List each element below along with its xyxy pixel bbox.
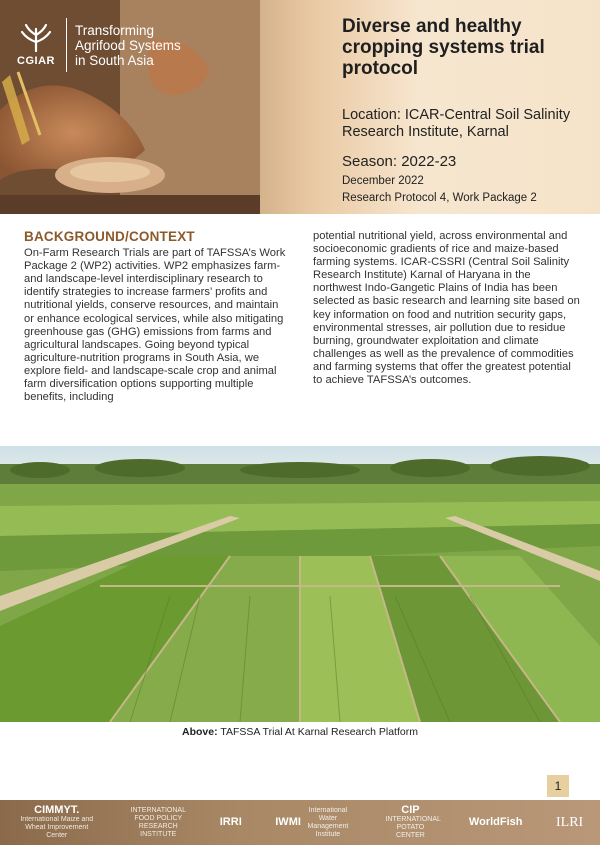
text-column-left [24,230,291,404]
ilri-logo: ILRI [556,815,584,830]
cip-logo [385,804,441,840]
document-title: Diverse and healthy cropping systems trial protocol [342,16,545,79]
title-block [342,16,592,204]
cip-subtitle: INTERNATIONAL POTATO CENTER [385,816,441,839]
season-text: Season: 2022-23 [342,153,457,170]
page-number: 1 [547,775,569,797]
iwmi-subtitle: International Water Management Institute [307,806,349,838]
partner-logos-footer [0,800,600,845]
iwmi-logo [275,807,352,839]
cgiar-acronym: CGIAR [17,55,55,67]
logo-divider [66,18,67,72]
caption-prefix: Above: [182,726,218,738]
hero-banner [0,0,600,214]
cimmyt-subtitle: International Maize and Wheat Improvement Center [20,816,94,839]
irri-logo: IRRI [219,816,242,828]
ifpri-logo: INTERNATIONAL FOOD POLICY RESEARCH INSTITUTE [130,806,186,838]
initiative-name-line2: Agrifood Systems [75,37,181,53]
paragraph-left: On-Farm Research Trials are part of TAFSSA’s Work Package 2 (WP2) activities. WP2 emphasizes farm- and landscape-level interdisciplinary research to identify strategies to increase farmers’ profits and nutritional yields, conserve resources, and maintain or enhance ecological services, while also mitigating greenhouse gas (GHG) emissions from farms and agricultural landscapes. Going beyond typical agriculture-nutrition programs in South Asia, we explore field- and landscape-scale crop and animal farm diversification options supporting multiple benefits, including [24,247,286,404]
initiative-name-line1: Transforming [75,22,155,38]
caption-text: TAFSSA Trial At Karnal Research Platform [217,726,418,738]
background-section [24,230,580,404]
photo-caption [0,726,600,738]
cip-name: CIP [401,804,420,816]
location-text: Location: ICAR-Central Soil Salinity Research Institute, Karnal [342,107,571,140]
paragraph-right: potential nutritional yield, across environmental and socioeconomic gradients of rice and maize-based farming systems. ICAR-CSSRI (Central Soil Salinity Research Institute) Karnal of Haryana in the northwest Indo-Gangetic Plains of India has been selected as basic research and learning site based on key information on food and nutrition security gaps, environmental stresses, air pollution due to residue burning, groundwater exploitation and climate challenges as well as the prevalence of commodities and farming systems that offer the greatest potential to achieve TAFSSA’s outcomes. [313,230,580,387]
initiative-name-line3: in South Asia [75,52,154,68]
cgiar-logo-mark [14,23,58,67]
cimmyt-logo [17,805,97,840]
worldfish-logo: WorldFish [468,816,523,828]
iwmi-name: IWMI [275,816,301,828]
wheat-icon [19,23,53,53]
date-text: December 2022 [342,175,424,187]
field-trial-photo [0,446,600,722]
protocol-text: Research Protocol 4, Work Package 2 [342,192,537,204]
initiative-name [75,23,181,68]
text-column-right [313,230,580,404]
section-heading: BACKGROUND/CONTEXT [24,229,195,244]
cgiar-logo [14,18,181,72]
cimmyt-name: CIMMYT. [34,804,80,816]
